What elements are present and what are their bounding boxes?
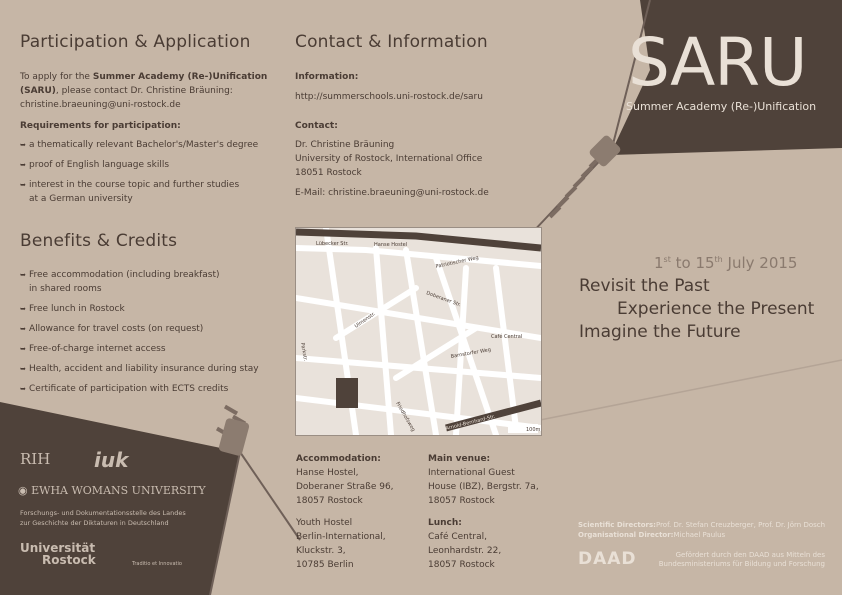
- accommodation-block: Accommodation: Hanse Hostel, Doberaner Straße 96, 18057 Rostock Youth Hostel Berlin-International, Kluckstr. 3, 10785 Berlin: [296, 454, 394, 570]
- org-director-label: Organisational Director:: [578, 531, 674, 539]
- uni-motto: Traditio et Innovatio: [132, 561, 182, 567]
- tagline-future: Imagine the Future: [579, 322, 741, 342]
- map-label-hostel: Hanse Hostel: [374, 242, 408, 248]
- saru-subtitle: Summer Academy (Re-)Unification: [626, 100, 817, 113]
- participation-intro: [20, 70, 270, 112]
- list-item: ➥ proof of English language skills: [20, 160, 170, 170]
- map-label-park: Parkstr.: [299, 342, 309, 362]
- venue-block: Main venue: International Guest House (IBZ), Bergstr. 7a, 18057 Rostock Lunch: Café Central, Leonhardstr. 22, 18057 Rostock: [428, 454, 539, 570]
- map-scale: 100m: [526, 427, 541, 433]
- list-item: at a German university: [29, 194, 133, 204]
- map-label-luebecker: Lübecker Str.: [316, 241, 349, 247]
- lunch-label: Lunch:: [428, 518, 462, 528]
- requirements-list: [20, 138, 275, 206]
- list-item: ➥ Health, accident and liability insurance during stay: [20, 364, 259, 374]
- saru-title: SARU: [628, 24, 807, 101]
- map-label-ulmen: Ulmenstr.: [353, 311, 377, 330]
- contact-email[interactable]: christine.braeuning@uni-rostock.de: [20, 100, 181, 110]
- zipper-right-band: [540, 360, 842, 420]
- directors-block: [578, 520, 825, 540]
- map-graphic: [296, 228, 541, 435]
- contact-heading: Contact & Information: [295, 32, 488, 52]
- list-item: ➥ Free accommodation (including breakfast): [20, 270, 220, 280]
- zipper-pull-bottom: [218, 417, 250, 456]
- contact-address: Dr. Christine Bräuning University of Rostock, International Office 18051 Rostock: [295, 140, 483, 178]
- city-map: [295, 227, 542, 436]
- date-line: 1st to 15th July 2015: [654, 254, 798, 272]
- list-item: in shared rooms: [29, 284, 102, 294]
- map-label-doberaner: Doberaner Str.: [425, 290, 462, 309]
- iuk-logo: iuk: [94, 448, 129, 472]
- sci-director-names: Prof. Dr. Stefan Creuzberger, Prof. Dr. Jörn Dosch: [655, 521, 826, 529]
- list-item: ➥ interest in the course topic and further studies: [20, 180, 240, 190]
- info-label: Information:: [295, 72, 359, 82]
- map-label-arnold: Arnold-Bernhard-Str.: [445, 413, 496, 432]
- intro-text: To apply for the: [20, 72, 93, 82]
- requirements-heading: Requirements for participation:: [20, 121, 181, 131]
- info-url[interactable]: http://summerschools.uni-rostock.de/saru: [295, 92, 483, 102]
- map-label-barnstorfer: Barnstorfer Weg: [450, 346, 492, 360]
- benefits-list: [20, 268, 280, 396]
- contact-email-line[interactable]: E-Mail: christine.braeuning@uni-rostock.de: [295, 188, 489, 198]
- list-item: ➥ Allowance for travel costs (on request): [20, 324, 204, 334]
- intro-bold: Summer Academy (Re-)Unification (SARU): [20, 72, 268, 96]
- list-item: ➥ Free lunch in Rostock: [20, 304, 125, 314]
- tagline-past: Revisit the Past: [579, 276, 710, 296]
- map-label-cafe: Café Central: [491, 334, 523, 340]
- funding-text: Gefördert durch den DAAD aus Mitteln des Bundesministeriums für Bildung und Forschung: [658, 551, 825, 568]
- org-director-name: Michael Paulus: [673, 531, 726, 539]
- ewha-logo: ◉ EWHA WOMANS UNIVERSITY: [18, 484, 206, 497]
- rih-logo: RIH: [20, 450, 51, 468]
- map-label-patriotischer: Patriotischer Weg: [435, 254, 480, 270]
- uni-rostock-logo: Universität Rostock: [20, 541, 96, 567]
- tagline-present: Experience the Present: [617, 299, 815, 319]
- forschung-logo: Forschungs- und Dokumentationsstelle des Landes zur Geschichte der Diktaturen in Deutschland: [20, 509, 186, 527]
- list-item: ➥ Free-of-charge internet access: [20, 344, 166, 354]
- intro-text-2: , please contact Dr. Christine Bräuning:: [55, 86, 233, 96]
- map-label-friedhof: Friedhofsweg: [394, 401, 417, 433]
- participation-heading: Participation & Application: [20, 32, 251, 52]
- bottom-left-panel: [0, 402, 240, 595]
- sci-director-label: Scientific Directors:: [578, 521, 656, 529]
- accommodation-label: Accommodation:: [296, 454, 381, 464]
- contact-label: Contact:: [295, 121, 338, 131]
- list-item: ➥ a thematically relevant Bachelor's/Master's degree: [20, 140, 259, 150]
- venue-label: Main venue:: [428, 454, 491, 464]
- benefits-heading: Benefits & Credits: [20, 231, 178, 251]
- list-item: ➥ Certificate of participation with ECTS credits: [20, 384, 229, 394]
- daad-logo: DAAD: [578, 549, 637, 569]
